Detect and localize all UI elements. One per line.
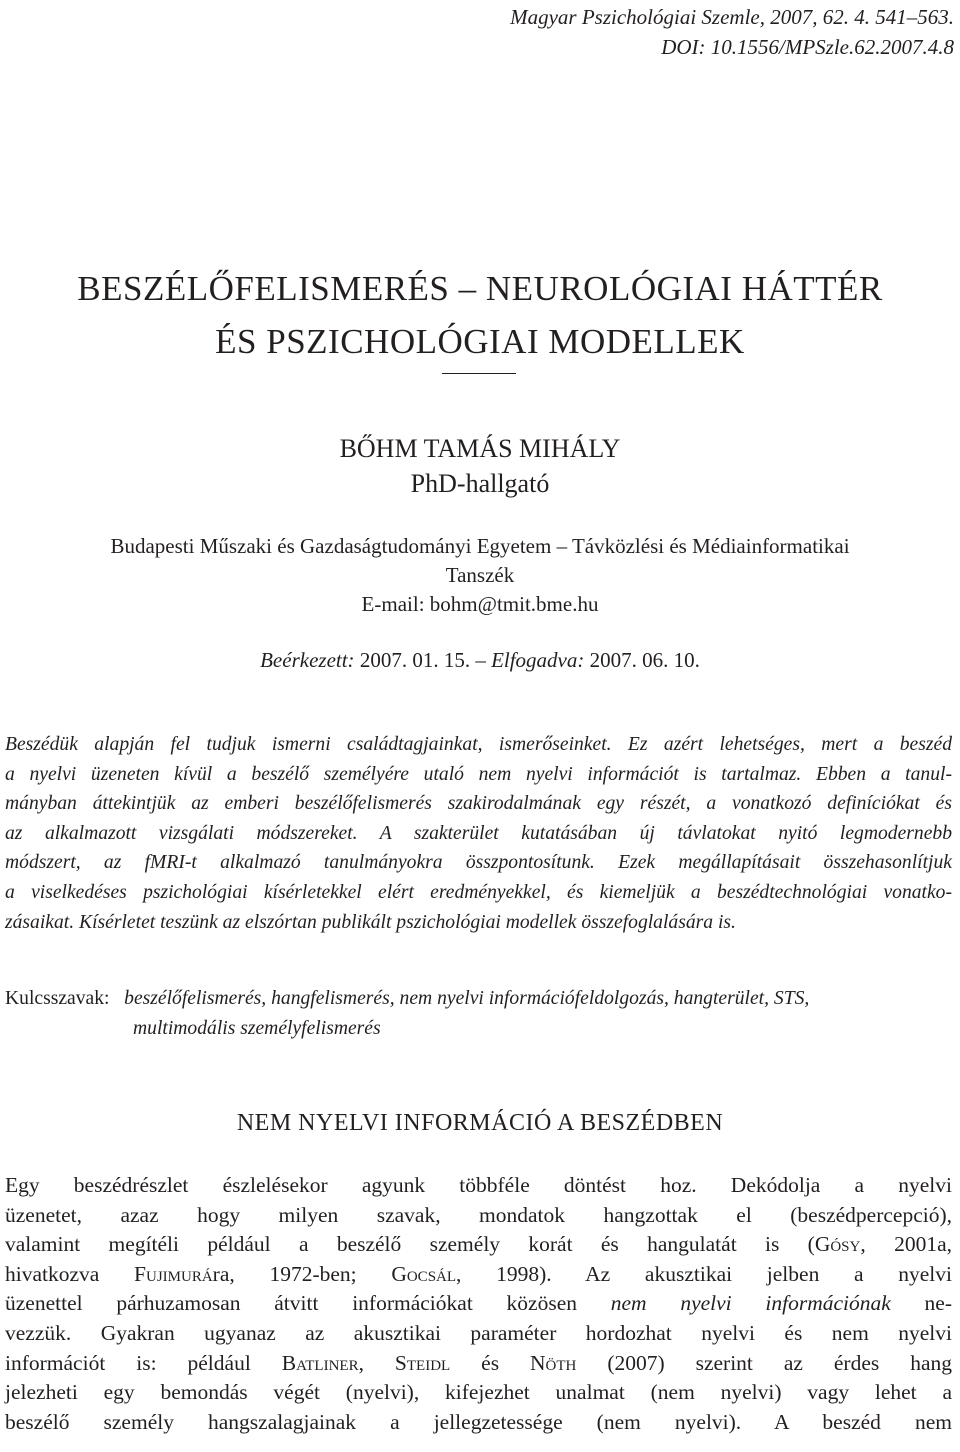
- citation-author: Steidl: [394, 1350, 451, 1375]
- body-text: ne-: [890, 1291, 952, 1316]
- abstract-line: a viselkedéses pszichológiai kísérletekkel elért eredményekkel, és kiemeljük a beszédtechnológiai vonatko-: [5, 881, 952, 903]
- body-text: , 2001a,: [860, 1232, 952, 1257]
- citation-author: Gósy: [814, 1232, 861, 1257]
- author-name: BŐHM TAMÁS MIHÁLY: [339, 434, 621, 463]
- body-line: [5, 1289, 952, 1319]
- body-text: ra, 1972-ben;: [212, 1261, 392, 1286]
- body-line: jelezheti egy bemondás végét (nyelvi), kifejezhet unalmat (nem nyelvi) vagy lehet a: [5, 1380, 952, 1405]
- received-date: 2007. 01. 15.: [359, 648, 471, 672]
- body-line: [5, 1230, 952, 1260]
- citation-author: Fujimurá: [134, 1261, 213, 1286]
- body-text: hivatkozva: [5, 1261, 135, 1286]
- keywords-values-cont: multimodális személyfelismerés: [133, 1017, 381, 1039]
- body-text: információt is: például: [5, 1350, 282, 1375]
- affiliation-block: [0, 532, 960, 619]
- title-divider: [442, 373, 516, 374]
- journal-citation: [510, 2, 954, 62]
- body-paragraph: [5, 1171, 952, 1437]
- body-text: és: [450, 1350, 531, 1375]
- abstract-line: Beszédük alapján fel tudjuk ismerni családtagjainkat, ismerőseinket. Ez azért lehetséges, mert a beszéd: [5, 734, 952, 755]
- body-text: (2007) szerint az érdes hang: [576, 1350, 952, 1375]
- body-line: üzenetet, azaz hogy milyen szavak, mondatok hangzottak el (beszédpercepció),: [5, 1202, 952, 1227]
- abstract-line: módszert, az fMRI-t alkalmazó tanulmányokra összpontosítunk. Ezek megállapításait összehasonlítjuk: [5, 852, 952, 874]
- citation-author: Nöth: [530, 1350, 577, 1375]
- body-line: vezzük. Gyakran ugyanaz az akusztikai paraméter hordozhat nyelvi és nem nyelvi: [5, 1320, 952, 1345]
- body-line: beszélő személy hangszalagjainak a jellegzetessége (nem nyelvi). A beszéd nem: [5, 1409, 952, 1434]
- dates-dash: –: [475, 648, 486, 672]
- accepted-label: Elfogadva:: [491, 648, 585, 672]
- doi-line: DOI: 10.1556/MPSzle.62.2007.4.8: [661, 35, 954, 59]
- body-line: Egy beszédrészlet észlelésekor agyunk többféle döntést hoz. Dekódolja a nyelvi: [5, 1173, 952, 1197]
- keywords-values: beszélőfelismerés, hangfelismerés, nem nyelvi információfeldolgozás, hangterület, STS,: [124, 988, 810, 1009]
- citation-author: Gocsál: [391, 1261, 457, 1286]
- body-text: ,: [358, 1350, 395, 1375]
- abstract-line: zásaikat. Kísérletet teszünk az elszórtan publikált pszichológiai modellek összefoglalására is.: [5, 911, 736, 933]
- accepted-date: 2007. 06. 10.: [589, 648, 700, 672]
- body-text: , 1998). Az akusztikai jelben a nyelvi: [456, 1261, 952, 1286]
- author-block: [0, 431, 960, 501]
- affiliation-line-2: Tanszék: [445, 563, 515, 587]
- citation-author: Batliner: [281, 1350, 359, 1375]
- affiliation-line-1: Budapesti Műszaki és Gazdaságtudományi Egyetem – Távközlési és Médiainformatikai: [110, 534, 850, 558]
- received-label: Beérkezett:: [260, 648, 355, 672]
- abstract: [5, 730, 952, 937]
- keywords-label: Kulcsszavak:: [5, 988, 110, 1009]
- title-line-1: BESZÉLŐFELISMERÉS – NEUROLÓGIAI HÁTTÉR: [77, 269, 883, 308]
- section-heading: NEM NYELVI INFORMÁCIÓ A BESZÉDBEN: [236, 1110, 724, 1136]
- article-title: [0, 262, 960, 368]
- abstract-line: a nyelvi üzeneten kívül a beszélő személyére utaló nem nyelvi információt is tartalmaz. Ebben a tanul-: [5, 763, 952, 785]
- emphasis-term: nem nyelvi információnak: [610, 1291, 891, 1316]
- body-text: üzenettel párhuzamosan átvitt információkat közösen: [5, 1291, 611, 1316]
- abstract-line: mányban áttekintjük az emberi beszélőfelismerés szakirodalmának egy részét, a vonatkozó definíciókat és: [5, 793, 952, 815]
- body-line: [5, 1349, 952, 1379]
- body-text: valamint megítéli például a beszélő személy korát és hangulatát is (: [5, 1232, 815, 1257]
- journal-line: Magyar Pszichológiai Szemle, 2007, 62. 4. 541–563.: [510, 5, 954, 29]
- body-line: [5, 1260, 952, 1290]
- keywords-block: [5, 984, 952, 1043]
- title-line-2: ÉS PSZICHOLÓGIAI MODELLEK: [215, 322, 745, 361]
- dates-line: [0, 645, 960, 675]
- abstract-line: az alkalmazott vizsgálati módszereket. A szakterület kutatásában új távlatokat nyitó legmodernebb: [5, 822, 952, 844]
- author-position: PhD-hallgató: [410, 469, 550, 498]
- author-email: E-mail: bohm@tmit.bme.hu: [361, 592, 599, 616]
